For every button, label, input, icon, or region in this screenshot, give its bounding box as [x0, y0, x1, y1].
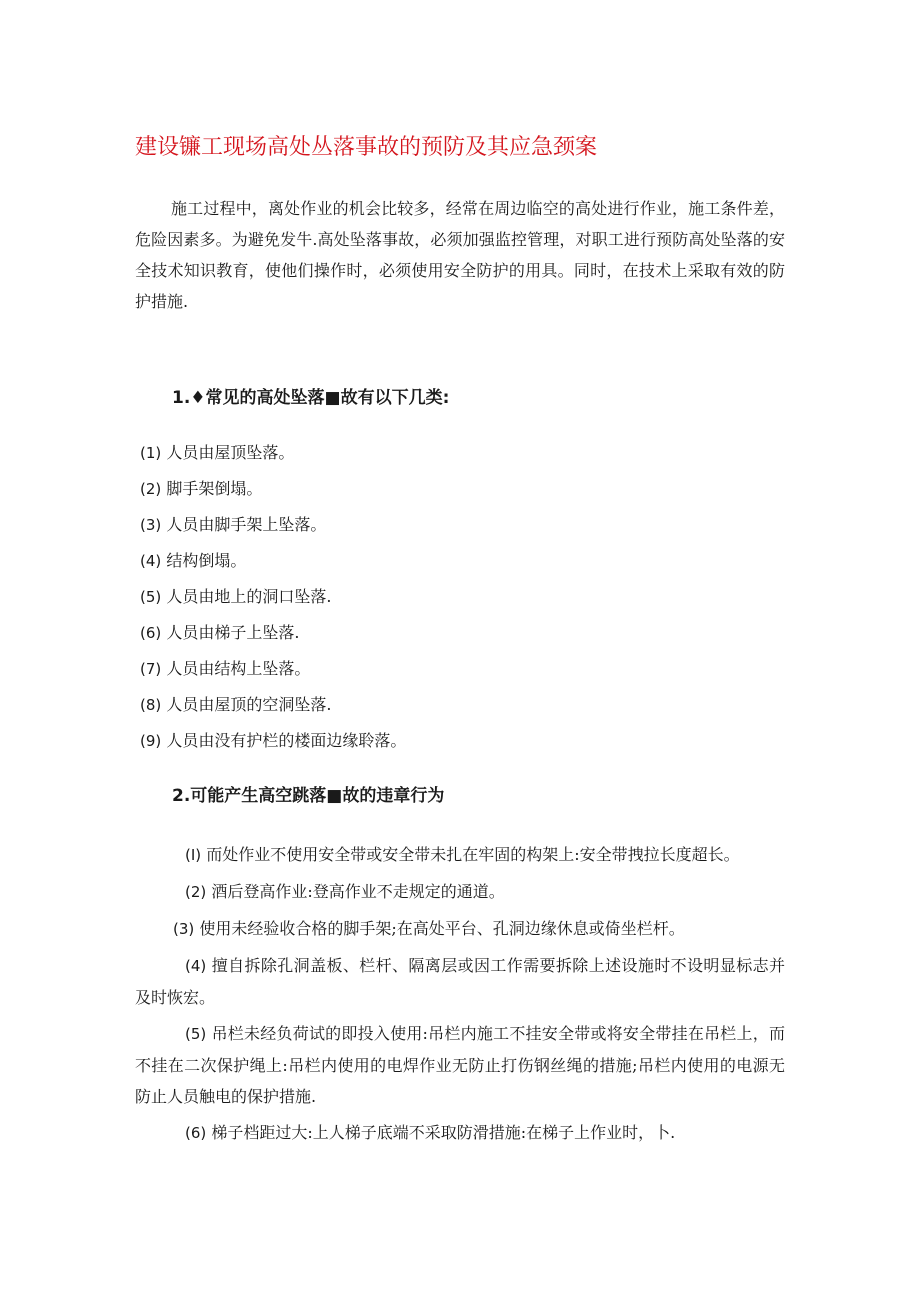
item-text: 脚手架倒塌。 [166, 479, 263, 498]
item-text: 酒后登高作业:登高作业不走规定的通道。 [211, 882, 505, 901]
item-number: (5) [140, 588, 162, 606]
document-title: 建设镰工现场高处丛落事故的预防及其应急颈案 [135, 135, 598, 160]
list-item [135, 1018, 785, 1112]
item-number: (I) [185, 846, 202, 864]
item-number: (4) [140, 552, 162, 570]
item-text: 结构倒塌。 [166, 551, 247, 570]
item-text: 梯子档距过大:上人梯子底端不采取防滑措施:在梯子上作业时，卜. [211, 1123, 676, 1142]
item-text: 人员由梯子上坠落. [166, 623, 300, 642]
list-item [140, 585, 406, 621]
item-text: 而处作业不使用安全带或安全带未扎在牢固的构架上:安全带拽拉长度超长。 [206, 845, 740, 864]
item-number: (2) [140, 480, 162, 498]
item-text: 人员由屋顶坠落。 [166, 443, 295, 462]
item-text: 擅自拆除孔洞盖板、栏杆、隔离层或因工作需要拆除上述设施时不设明显标志并及时恢宏。 [135, 956, 785, 1007]
item-text: 人员由脚手架上坠落。 [166, 515, 327, 534]
section-1-heading: 1.♦常见的高处坠落■故有以下几类: [172, 388, 450, 408]
list-item [140, 549, 406, 585]
item-text: 吊栏未经负荷试的即投入使用:吊栏内施工不挂安全带或将安全带挂在吊栏上，而不挂在二次保护绳上:吊栏内使用的电焊作业无防止打伤钢丝绳的措施;吊栏内使用的电源无防止人员触电的保护措施. [135, 1024, 785, 1106]
list-item [140, 657, 406, 693]
section-2-heading: 2.可能产生高空跳落■故的违章行为 [172, 786, 445, 806]
item-number: (8) [140, 696, 162, 714]
item-text: 人员由没有护栏的楼面边缘聆落。 [166, 731, 407, 750]
list-item [135, 876, 785, 908]
item-number: (7) [140, 660, 162, 678]
item-number: (5) [185, 1025, 207, 1043]
list-item [135, 1117, 785, 1149]
item-number: (9) [140, 732, 162, 750]
intro-paragraph: 施工过程中，离处作业的机会比较多，经常在周边临空的高处进行作业，施工条件差，危险因素多。为避免发牛.高处坠落事故，必须加强监控管理，对职工进行预防高处坠落的安全技术知识教育，使他们操作时，必须使用安全防护的用具。同时，在技术上采取有效的防护措施. [135, 199, 785, 311]
list-item [135, 913, 785, 945]
item-text: 人员由地上的洞口坠落. [166, 587, 332, 606]
list-item [140, 729, 406, 765]
item-text: 使用未经验收合格的脚手架;在高处平台、孔洞边缘休息或倚坐栏杆。 [199, 919, 685, 938]
item-number: (4) [185, 957, 207, 975]
list-item [140, 693, 406, 729]
list-item [140, 477, 406, 513]
section-2-list [135, 839, 785, 1154]
item-number: (6) [140, 624, 162, 642]
item-number: (3) [140, 516, 162, 534]
list-item [140, 513, 406, 549]
list-item [135, 839, 785, 871]
section-1-list [140, 441, 406, 765]
item-number: (3) [173, 920, 195, 938]
item-number: (1) [140, 444, 162, 462]
list-item [135, 950, 785, 1013]
item-text: 人员由屋顶的空洞坠落. [166, 695, 332, 714]
item-text: 人员由结构上坠落。 [166, 659, 311, 678]
list-item [140, 621, 406, 657]
list-item [140, 441, 406, 477]
item-number: (2) [185, 883, 207, 901]
item-number: (6) [185, 1124, 207, 1142]
